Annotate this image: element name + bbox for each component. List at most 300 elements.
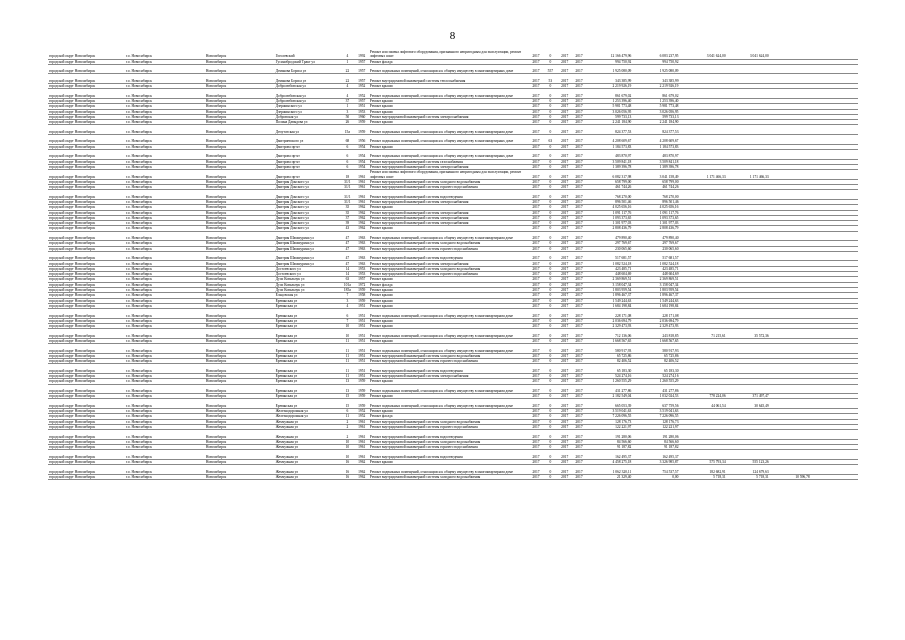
- end-year-cell: 2017: [573, 144, 585, 149]
- district-cell: г.о. Новосибирск: [125, 318, 205, 323]
- house-number-cell: 6: [340, 309, 354, 319]
- end-year-cell: 2017: [573, 50, 585, 59]
- city-cell: Новосибирск: [205, 50, 275, 59]
- total-cost-cell: 3 158 047,34: [585, 282, 632, 287]
- total-cost-cell: 665 053,39: [585, 399, 632, 409]
- fund-cost-cell: 524 274,16: [632, 374, 679, 379]
- house-number-cell: 31/1: [340, 199, 354, 204]
- district-cell: г.о. Новосибирск: [125, 374, 205, 379]
- plan-year-cell: 2017: [528, 359, 544, 364]
- city-cell: Новосибирск: [205, 221, 275, 226]
- district-cell: г.о. Новосибирск: [125, 460, 205, 465]
- house-number-cell: 185а: [340, 287, 354, 292]
- end-year-cell: 2017: [573, 384, 585, 394]
- area-cell: 0: [544, 241, 556, 246]
- build-year-cell: 1962: [355, 210, 369, 215]
- area-cell: 0: [544, 221, 556, 226]
- start-year-cell: 2017: [556, 430, 572, 440]
- total-cost-cell: 228 171,08: [585, 309, 632, 319]
- district-cell: г.о. Новосибирск: [125, 251, 205, 261]
- start-year-cell: 2017: [556, 287, 572, 292]
- extra-cell: [811, 149, 858, 159]
- build-year-cell: 1962: [355, 215, 369, 220]
- start-year-cell: 2017: [556, 210, 572, 215]
- build-year-cell: 1952: [355, 84, 369, 89]
- street-cell: Жемчужная ул: [275, 465, 341, 475]
- house-number-cell: 2: [340, 430, 354, 440]
- work-type-cell: Ремонт внутридомовой инженерной системы водоотведения: [369, 364, 528, 374]
- fund-cost-cell: 448 604,69: [632, 272, 679, 277]
- house-number-cell: 11: [340, 344, 354, 354]
- street-cell: Железнодорожная ул: [275, 414, 341, 419]
- city-cell: Новосибирск: [205, 282, 275, 287]
- total-cost-cell: 122 221,97: [585, 424, 632, 429]
- work-type-cell: Ремонт подвальных помещений, относящихся к общему имуществу в многоквартирном доме: [369, 125, 528, 135]
- region-budget-cell: 182 682,91: [679, 465, 726, 475]
- district-cell: г.о. Новосибирск: [125, 353, 205, 358]
- house-number-cell: 11: [340, 353, 354, 358]
- end-year-cell: 2017: [573, 287, 585, 292]
- city-cell: Новосибирск: [205, 59, 275, 64]
- plan-year-cell: 2017: [528, 324, 544, 329]
- start-year-cell: 2017: [556, 246, 572, 251]
- work-type-cell: Ремонт подвальных помещений, относящихся к общему имуществу в многоквартирном доме: [369, 344, 528, 354]
- work-type-cell: Ремонт подвальных помещений, относящихся к общему имуществу в многоквартирных доме: [369, 149, 528, 159]
- area-cell: 0: [544, 379, 556, 384]
- plan-year-cell: 2017: [528, 474, 544, 479]
- house-number-cell: 7: [340, 293, 354, 298]
- area-cell: 0: [544, 272, 556, 277]
- table-row: [48, 465, 858, 475]
- plan-year-cell: 2017: [528, 114, 544, 119]
- municipality-cell: городской округ Новосибирск: [48, 474, 125, 479]
- city-cell: Новосибирск: [205, 338, 275, 343]
- program-table: [48, 50, 858, 480]
- extra-cell: [811, 64, 858, 74]
- street-cell: Ереванская ул: [275, 329, 341, 339]
- street-cell: Дуси Ковальчук ул: [275, 287, 341, 292]
- start-year-cell: 2017: [556, 298, 572, 303]
- work-type-cell: Ремонт крыши: [369, 104, 528, 109]
- total-cost-cell: 524 274,16: [585, 374, 632, 379]
- area-cell: 0: [544, 430, 556, 440]
- house-number-cell: 31/1: [340, 179, 354, 184]
- end-year-cell: 2017: [573, 353, 585, 358]
- city-cell: Новосибирск: [205, 179, 275, 184]
- street-cell: Дмитрия Донского ул: [275, 226, 341, 231]
- start-year-cell: 2017: [556, 277, 572, 282]
- street-cell: Дмитриевского ул: [275, 135, 341, 145]
- end-year-cell: 2017: [573, 185, 585, 190]
- local-budget-cell: [727, 125, 770, 135]
- house-number-cell: 6: [340, 164, 354, 169]
- area-cell: 0: [544, 374, 556, 379]
- house-number-cell: 16: [340, 465, 354, 475]
- house-number-cell: 37: [340, 215, 354, 220]
- street-cell: Дмитрия Донского ул: [275, 179, 341, 184]
- owners-funds-cell: [770, 430, 811, 440]
- total-cost-cell: 599 733,13: [585, 114, 632, 119]
- area-cell: 0: [544, 226, 556, 231]
- area-cell: 0: [544, 149, 556, 159]
- house-number-cell: 47: [340, 241, 354, 246]
- end-year-cell: 2017: [573, 460, 585, 465]
- work-type-cell: Ремонт фасада: [369, 414, 528, 419]
- start-year-cell: 2017: [556, 266, 572, 271]
- city-cell: Новосибирск: [205, 359, 275, 364]
- region-budget-cell: 575 793,34: [679, 460, 726, 465]
- table-row: [48, 364, 858, 374]
- house-number-cell: 7: [340, 318, 354, 323]
- end-year-cell: 2017: [573, 205, 585, 210]
- street-cell: Ереванская ул: [275, 303, 341, 308]
- street-cell: Жемчужная ул: [275, 450, 341, 460]
- start-year-cell: 2017: [556, 109, 572, 114]
- extra-cell: [811, 364, 858, 374]
- total-cost-cell: 3 026 056,95: [585, 109, 632, 114]
- district-cell: г.о. Новосибирск: [125, 64, 205, 74]
- owners-funds-cell: [770, 384, 811, 394]
- district-cell: г.о. Новосибирск: [125, 293, 205, 298]
- region-budget-cell: 44 061,54: [679, 399, 726, 409]
- total-cost-cell: 1 184 573,83: [585, 144, 632, 149]
- build-year-cell: 1961: [355, 439, 369, 444]
- work-type-cell: Ремонт крыши: [369, 287, 528, 292]
- end-year-cell: 2017: [573, 424, 585, 429]
- city-cell: Новосибирск: [205, 261, 275, 266]
- house-number-cell: 10: [340, 445, 354, 450]
- house-number-cell: 26: [340, 120, 354, 125]
- work-type-cell: Ремонт внутридомовой инженерной системы горячего водоснабжения: [369, 424, 528, 429]
- fund-cost-cell: 2 808 436,79: [632, 226, 679, 231]
- fund-cost-cell: 3 158 047,34: [632, 282, 679, 287]
- street-cell: Дзержинского ул: [275, 109, 341, 114]
- street-cell: Добролюбовская ул: [275, 89, 341, 99]
- start-year-cell: 2017: [556, 89, 572, 99]
- extra-cell: [811, 465, 858, 475]
- local-budget-cell: [727, 89, 770, 99]
- plan-year-cell: 2017: [528, 210, 544, 215]
- end-year-cell: 2017: [573, 266, 585, 271]
- city-cell: Новосибирск: [205, 149, 275, 159]
- city-cell: Новосибирск: [205, 394, 275, 399]
- build-year-cell: 1962: [355, 465, 369, 475]
- total-cost-cell: 297 769,67: [585, 241, 632, 246]
- start-year-cell: 2017: [556, 231, 572, 241]
- total-cost-cell: 91 187,82: [585, 445, 632, 450]
- build-year-cell: 1959: [355, 379, 369, 384]
- extra-cell: [811, 430, 858, 440]
- area-cell: 0: [544, 109, 556, 114]
- owners-funds-cell: [770, 344, 811, 354]
- plan-year-cell: 2017: [528, 272, 544, 277]
- start-year-cell: 2017: [556, 384, 572, 394]
- work-type-cell: Ремонт фасада: [369, 282, 528, 287]
- municipality-cell: городской округ Новосибирск: [48, 318, 125, 323]
- city-cell: Новосибирск: [205, 419, 275, 424]
- start-year-cell: 2017: [556, 364, 572, 374]
- house-number-cell: 47: [340, 246, 354, 251]
- street-cell: Жемчужная ул: [275, 445, 341, 450]
- owners-funds-cell: 10 596,78: [770, 474, 811, 479]
- work-type-cell: Ремонт подвальных помещений, относящихся к общему имуществу в многоквартирном доме: [369, 384, 528, 394]
- local-budget-cell: [727, 309, 770, 319]
- work-type-cell: Ремонт внутридомовой инженерной системы водоотведения: [369, 251, 528, 261]
- street-cell: Дмитрова пр-кт: [275, 149, 341, 159]
- total-cost-cell: 1 301 977,03: [585, 221, 632, 226]
- house-number-cell: 4: [340, 303, 354, 308]
- fund-cost-cell: 0,00: [632, 474, 679, 479]
- house-number-cell: 15: [340, 394, 354, 399]
- street-cell: Жемчужная ул: [275, 439, 341, 444]
- work-type-cell: Ремонт внутридомовой инженерной системы холодного водоснабжения: [369, 179, 528, 184]
- work-type-cell: Ремонт внутридомовой инженерной системы холодного водоснабжения: [369, 353, 528, 358]
- work-type-cell: Ремонт подвальных помещений, относящихся к общему имуществу в многоквартирном доме: [369, 89, 528, 99]
- house-number-cell: 4: [340, 89, 354, 99]
- area-cell: 0: [544, 120, 556, 125]
- fund-cost-cell: 128 176,73: [632, 419, 679, 424]
- municipality-cell: городской округ Новосибирск: [48, 419, 125, 424]
- fund-cost-cell: 658 799,00: [632, 179, 679, 184]
- end-year-cell: 2017: [573, 374, 585, 379]
- fund-cost-cell: 65 183,30: [632, 364, 679, 374]
- total-cost-cell: 431 277,86: [585, 384, 632, 394]
- work-type-cell: Ремонт внутридомовой инженерной системы электроснабжения: [369, 210, 528, 215]
- owners-funds-cell: [770, 170, 811, 180]
- plan-year-cell: 2017: [528, 89, 544, 99]
- municipality-cell: городской округ Новосибирск: [48, 84, 125, 89]
- table-row: [48, 309, 858, 319]
- end-year-cell: 2017: [573, 445, 585, 450]
- build-year-cell: 1961: [355, 445, 369, 450]
- house-number-cell: 2: [340, 424, 354, 429]
- area-cell: 0: [544, 394, 556, 399]
- plan-year-cell: 2017: [528, 205, 544, 210]
- start-year-cell: 2017: [556, 104, 572, 109]
- area-cell: 0: [544, 231, 556, 241]
- build-year-cell: 1957: [355, 98, 369, 103]
- municipality-cell: городской округ Новосибирск: [48, 465, 125, 475]
- plan-year-cell: 2017: [528, 266, 544, 271]
- total-cost-cell: 1 093 373,65: [585, 215, 632, 220]
- build-year-cell: 1961: [355, 450, 369, 460]
- house-number-cell: 11: [340, 414, 354, 419]
- total-cost-cell: 3 519 041,63: [585, 409, 632, 414]
- end-year-cell: 2017: [573, 221, 585, 226]
- table-row: [48, 170, 858, 180]
- work-type-cell: Ремонт крыши: [369, 460, 528, 465]
- district-cell: г.о. Новосибирск: [125, 135, 205, 145]
- start-year-cell: 2017: [556, 120, 572, 125]
- build-year-cell: 1959: [355, 120, 369, 125]
- start-year-cell: 2017: [556, 170, 572, 180]
- local-budget-cell: [727, 450, 770, 460]
- region-budget-cell: [679, 384, 726, 394]
- fund-cost-cell: 3 041 158,49: [632, 170, 679, 180]
- end-year-cell: 2017: [573, 364, 585, 374]
- end-year-cell: 2017: [573, 125, 585, 135]
- district-cell: г.о. Новосибирск: [125, 445, 205, 450]
- total-cost-cell: 1 549 244,63: [585, 298, 632, 303]
- end-year-cell: 2017: [573, 159, 585, 164]
- plan-year-cell: 2017: [528, 64, 544, 74]
- area-cell: 0: [544, 293, 556, 298]
- work-type-cell: Ремонт внутридомовой инженерной системы электроснабжения: [369, 114, 528, 119]
- fund-cost-cell: 637 759,56: [632, 399, 679, 409]
- plan-year-cell: 2017: [528, 353, 544, 358]
- build-year-cell: 1951: [355, 364, 369, 374]
- region-budget-cell: [679, 149, 726, 159]
- plan-year-cell: 2017: [528, 50, 544, 59]
- city-cell: Новосибирск: [205, 98, 275, 103]
- work-type-cell: Ремонт внутридомовой инженерной системы холодного водоснабжения: [369, 474, 528, 479]
- region-budget-cell: [679, 251, 726, 261]
- start-year-cell: 2017: [556, 149, 572, 159]
- total-cost-cell: 65 725,86: [585, 353, 632, 358]
- city-cell: Новосибирск: [205, 399, 275, 409]
- work-type-cell: Ремонт внутридомовой инженерной системы водоотведения: [369, 190, 528, 200]
- work-type-cell: Ремонт подвальных помещений, относящихся к общему имуществу в многоквартирных доме: [369, 135, 528, 145]
- city-cell: Новосибирск: [205, 445, 275, 450]
- table-row: [48, 190, 858, 200]
- total-cost-cell: 1 668 567,65: [585, 338, 632, 343]
- build-year-cell: 1962: [355, 205, 369, 210]
- region-budget-cell: [679, 89, 726, 99]
- total-cost-cell: 6 082 317,98: [585, 170, 632, 180]
- city-cell: Новосибирск: [205, 430, 275, 440]
- city-cell: Новосибирск: [205, 164, 275, 169]
- city-cell: Новосибирск: [205, 465, 275, 475]
- local-budget-cell: [727, 364, 770, 374]
- build-year-cell: 1961: [355, 424, 369, 429]
- build-year-cell: 1951: [355, 344, 369, 354]
- build-year-cell: 1962: [355, 226, 369, 231]
- end-year-cell: 2017: [573, 179, 585, 184]
- municipality-cell: городской округ Новосибирск: [48, 50, 125, 59]
- build-year-cell: 1959: [355, 399, 369, 409]
- fund-cost-cell: 517 681,57: [632, 251, 679, 261]
- region-budget-cell: [679, 430, 726, 440]
- city-cell: Новосибирск: [205, 246, 275, 251]
- start-year-cell: 2017: [556, 379, 572, 384]
- work-type-cell: Ремонт или замена лифтового оборудования, признанного непригодным для эксплуатации, ремонт лифтовых шахт: [369, 170, 528, 180]
- start-year-cell: 2017: [556, 125, 572, 135]
- work-type-cell: Ремонт крыши: [369, 318, 528, 323]
- end-year-cell: 2017: [573, 309, 585, 319]
- end-year-cell: 2017: [573, 293, 585, 298]
- fund-cost-cell: 122 221,97: [632, 424, 679, 429]
- house-number-cell: 1: [340, 104, 354, 109]
- plan-year-cell: 2017: [528, 231, 544, 241]
- fund-cost-cell: 1 091 117,76: [632, 210, 679, 215]
- fund-cost-cell: 1 184 573,83: [632, 144, 679, 149]
- district-cell: г.о. Новосибирск: [125, 210, 205, 215]
- work-type-cell: Ремонт крыши: [369, 277, 528, 282]
- area-cell: 0: [544, 465, 556, 475]
- street-cell: Ереванская ул: [275, 394, 341, 399]
- district-cell: г.о. Новосибирск: [125, 98, 205, 103]
- extra-cell: [811, 344, 858, 354]
- total-cost-cell: 423 485,71: [585, 266, 632, 271]
- municipality-cell: городской округ Новосибирск: [48, 287, 125, 292]
- total-cost-cell: 3 509 841,18: [585, 159, 632, 164]
- city-cell: Новосибирск: [205, 185, 275, 190]
- extra-cell: [811, 384, 858, 394]
- plan-year-cell: 2017: [528, 309, 544, 319]
- plan-year-cell: 2017: [528, 364, 544, 374]
- owners-funds-cell: [770, 329, 811, 339]
- build-year-cell: 1951: [355, 324, 369, 329]
- start-year-cell: 2017: [556, 190, 572, 200]
- total-cost-cell: 896 501,46: [585, 199, 632, 204]
- plan-year-cell: 2017: [528, 329, 544, 339]
- municipality-cell: городской округ Новосибирск: [48, 89, 125, 99]
- end-year-cell: 2017: [573, 329, 585, 339]
- municipality-cell: городской округ Новосибирск: [48, 199, 125, 204]
- start-year-cell: 2017: [556, 144, 572, 149]
- city-cell: Новосибирск: [205, 460, 275, 465]
- work-type-cell: Ремонт внутридомовой инженерной системы водоотведения: [369, 430, 528, 440]
- fund-cost-cell: 3 519 041,63: [632, 409, 679, 414]
- local-budget-cell: 371 497,47: [727, 394, 770, 399]
- district-cell: г.о. Новосибирск: [125, 277, 205, 282]
- house-number-cell: 35: [340, 205, 354, 210]
- plan-year-cell: 2017: [528, 445, 544, 450]
- street-cell: Ереванская ул: [275, 374, 341, 379]
- fund-cost-cell: 230 065,60: [632, 246, 679, 251]
- plan-year-cell: 2017: [528, 190, 544, 200]
- plan-year-cell: 2017: [528, 277, 544, 282]
- area-cell: 0: [544, 266, 556, 271]
- municipality-cell: городской округ Новосибирск: [48, 394, 125, 399]
- municipality-cell: городской округ Новосибирск: [48, 409, 125, 414]
- area-cell: 0: [544, 144, 556, 149]
- house-number-cell: 15а: [340, 125, 354, 135]
- end-year-cell: 2017: [573, 104, 585, 109]
- district-cell: г.о. Новосибирск: [125, 190, 205, 200]
- total-cost-cell: 12 166 479,96: [585, 50, 632, 59]
- owners-funds-cell: [770, 135, 811, 145]
- plan-year-cell: 2017: [528, 109, 544, 114]
- extra-cell: [811, 329, 858, 339]
- end-year-cell: 2017: [573, 64, 585, 74]
- total-cost-cell: 343 385,99: [585, 74, 632, 84]
- local-budget-cell: 30 645,49: [727, 399, 770, 409]
- region-budget-cell: [679, 64, 726, 74]
- fund-cost-cell: 2 369 869,51: [632, 277, 679, 282]
- extra-cell: [811, 450, 858, 460]
- fund-cost-cell: 431 277,86: [632, 384, 679, 394]
- plan-year-cell: 2017: [528, 199, 544, 204]
- local-budget-cell: [727, 251, 770, 261]
- street-cell: Достоевского ул: [275, 266, 341, 271]
- total-cost-cell: 5 981 773,48: [585, 104, 632, 109]
- city-cell: Новосибирск: [205, 287, 275, 292]
- house-number-cell: 31/1: [340, 190, 354, 200]
- local-budget-cell: [727, 64, 770, 74]
- owners-funds-cell: [770, 399, 811, 409]
- total-cost-cell: 2 329 473,93: [585, 324, 632, 329]
- build-year-cell: 1961: [355, 419, 369, 424]
- city-cell: Новосибирск: [205, 364, 275, 374]
- work-type-cell: Ремонт внутридомовой инженерной системы электроснабжения: [369, 215, 528, 220]
- plan-year-cell: 2017: [528, 379, 544, 384]
- fund-cost-cell: 1 301 977,03: [632, 221, 679, 226]
- table-row: [48, 384, 858, 394]
- plan-year-cell: 2017: [528, 104, 544, 109]
- plan-year-cell: 2017: [528, 409, 544, 414]
- region-budget-cell: [679, 74, 726, 84]
